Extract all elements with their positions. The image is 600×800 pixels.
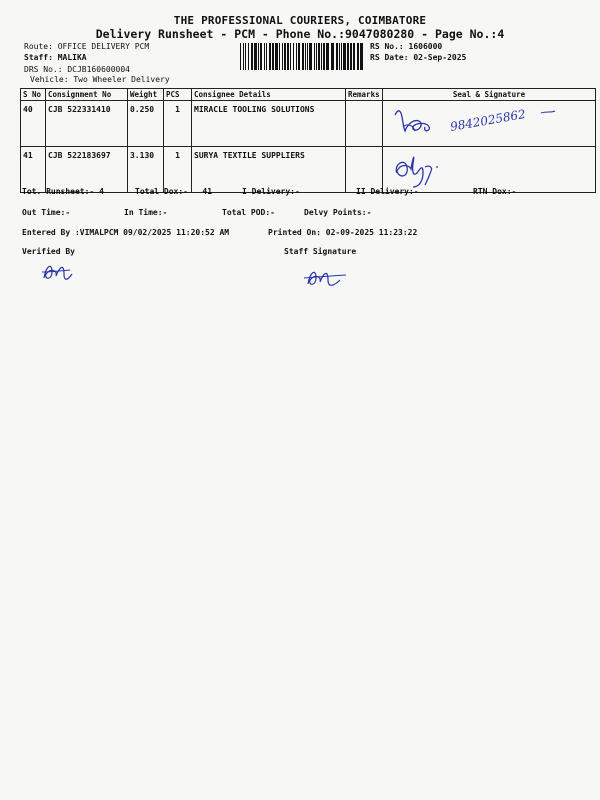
cell-pcs: 1 — [164, 147, 192, 193]
cell-weight: 3.130 — [128, 147, 164, 193]
tot-runsheet: Tot. Runsheet:- 4 — [22, 187, 104, 196]
table-row — [21, 147, 596, 193]
in-time: In Time:- — [124, 208, 168, 217]
verifier-signature — [38, 258, 78, 284]
drs-number: DRS No.: DCJB160600004 — [24, 65, 130, 74]
entered-by: Entered By :VIMALPCM 09/02/2025 11:20:52 AM — [22, 228, 230, 237]
runsheet-subtitle: Delivery Runsheet - PCM - Phone No.:9047080280 - Page No.:4 — [95, 27, 505, 41]
col-weight: Weight — [128, 89, 164, 101]
col-seal-signature: Seal & Signature — [383, 89, 596, 101]
handwritten-signature — [383, 147, 463, 189]
route-label: Route: OFFICE DELIVERY PCM — [24, 42, 150, 51]
cell-consignment: CJB 522183697 — [46, 147, 128, 193]
cell-consignment: CJB 522331410 — [46, 101, 128, 147]
ii-delivery: II Delivery:- — [356, 187, 419, 196]
staff-signature — [302, 262, 350, 290]
cell-consignee: SURYA TEXTILE SUPPLIERS — [192, 147, 346, 193]
total-pod: Total POD:- — [222, 208, 275, 217]
table-header-row — [21, 89, 596, 101]
staff-label: Staff: MALIKA — [24, 53, 87, 62]
delvy-points: Delvy Points:- — [304, 208, 372, 217]
cell-remarks — [346, 101, 383, 147]
col-consignee: Consignee Details — [192, 89, 346, 101]
barcode-image — [240, 43, 364, 70]
cell-pcs: 1 — [164, 101, 192, 147]
col-remarks: Remarks — [346, 89, 383, 101]
handwritten-phone: 9842025862 — [449, 106, 527, 134]
cell-weight: 0.250 — [128, 101, 164, 147]
vehicle-label: Vehicle: Two Wheeler Delivery — [30, 75, 170, 84]
total-dox: Total Dox:- 41 — [135, 187, 213, 196]
col-pcs: PCS — [164, 89, 192, 101]
cell-sno: 41 — [21, 147, 46, 193]
handwritten-signature — [383, 101, 583, 141]
i-delivery: I Delivery:- — [242, 187, 300, 196]
col-sno: S No — [21, 89, 46, 101]
verified-by-label: Verified By — [22, 247, 75, 256]
cell-seal-signature — [383, 101, 596, 147]
out-time: Out Time:- — [22, 208, 71, 217]
delivery-table — [20, 88, 596, 193]
col-consignment: Consignment No — [46, 89, 128, 101]
cell-seal-signature — [383, 147, 596, 193]
cell-remarks — [346, 147, 383, 193]
printed-on: Printed On: 02-09-2025 11:23:22 — [268, 228, 418, 237]
rtn-dox: RTN Dox:- — [473, 187, 517, 196]
company-title: THE PROFESSIONAL COURIERS, COIMBATORE — [173, 14, 427, 27]
rs-number: RS No.: 1606000 — [370, 42, 443, 51]
rs-date: RS Date: 02-Sep-2025 — [370, 53, 467, 62]
staff-signature-label: Staff Signature — [284, 247, 357, 256]
cell-consignee: MIRACLE TOOLING SOLUTIONS — [192, 101, 346, 147]
table-row — [21, 101, 596, 147]
cell-sno: 40 — [21, 101, 46, 147]
